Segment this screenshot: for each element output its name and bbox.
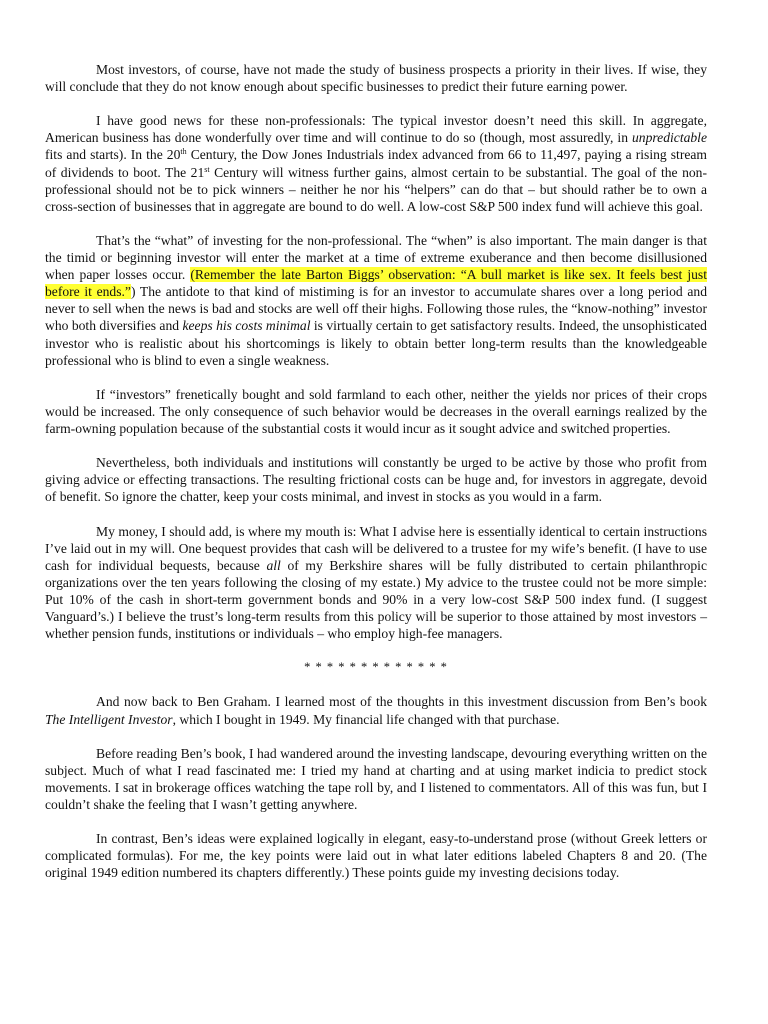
paragraph-4: If “investors” frenetically bought and sold farmland to each other, neither the yields nor prices of their crops would be increased. The only consequence of such behavior would be decreases in the overall earnings realized by the farm-owning population because of the substantial costs it would incur as it sought advice and switched properties. bbox=[45, 386, 707, 436]
paragraph-2-text: fits and starts). In the 20 bbox=[45, 147, 181, 163]
paragraph-5: Nevertheless, both individuals and institutions will constantly be urged to be active by those who profit from giving advice or effecting transactions. The resulting frictional costs can be huge and, for investors in aggregate, devoid of benefit. So ignore the chatter, keep your costs minimal, and invest in stocks as you would in a farm. bbox=[45, 455, 707, 505]
paragraph-2-text: I have good news for these non-professionals: The typical investor doesn’t need this skill. In aggregate, American business has done wonderfully over time and will continue to do so (though, most assuredly, in bbox=[45, 113, 707, 146]
section-separator: * * * * * * * * * * * * * bbox=[304, 660, 448, 675]
document-page bbox=[45, 61, 707, 882]
paragraph-3-text: is virtually certain to get satisfactory results. Indeed, the unsophisticated investor who is realistic about his shortcomings is likely to obtain better long-term results than the knowledgeable professional who is blind to even a single weakness. bbox=[45, 318, 707, 368]
paragraph-3-text: ) The antidote to that kind of mistiming is for an investor to accumulate shares over a long period and never to sell when the news is bad and stocks are well off their highs. Following those rules, the “know-nothing” investor who both diversifies and bbox=[45, 284, 708, 334]
paragraph-6-text: My money, I should add, is where my mouth is: What I advise here is essentially identical to certain instructions I’ve laid out in my will. One bequest provides that cash will be delivered to a trustee for my wife’s benefit. (I have to use cash for individual bequests, because bbox=[45, 523, 707, 573]
italic-keeps-costs-minimal: keeps his costs minimal bbox=[182, 318, 311, 334]
paragraph-8: Before reading Ben’s book, I had wandered around the investing landscape, devouring everything written on the subject. Much of what I read fascinated me: I tried my hand at charting and at using market indicia to predict stock movements. I sat in brokerage offices watching the tape roll by, and I listened to commentators. All of this was fun, but I couldn’t shake the feeling that I wasn’t getting anywhere. bbox=[45, 745, 707, 813]
italic-all: all bbox=[266, 557, 281, 573]
paragraph-7-text: , which I bought in 1949. My financial life changed with that purchase. bbox=[172, 711, 560, 727]
superscript-st: st bbox=[204, 164, 210, 174]
italic-unpredictable: unpredictable bbox=[632, 130, 707, 146]
paragraph-6 bbox=[45, 523, 707, 643]
paragraph-2-text: Century will witness further gains, almost certain to be substantial. The goal of the non-professional should not be to pick winners – neither he nor his “helpers” can do that – but should rather be to own a cross-section of businesses that in aggregate are bound to do well. A low-cost S&P 500 index fund will achieve this goal. bbox=[45, 164, 707, 214]
paragraph-3-text: That’s the “what” of investing for the non-professional. The “when” is also important. The main danger is that the timid or beginning investor will enter the market at a time of extreme exuberance and then become disillusioned when paper losses occur. bbox=[45, 232, 707, 283]
paragraph-3 bbox=[45, 232, 707, 369]
book-title-italic: The Intelligent Investor bbox=[45, 711, 173, 727]
paragraph-7-text: And now back to Ben Graham. I learned most of the thoughts in this investment discussion from Ben’s book bbox=[96, 694, 707, 710]
paragraph-6-text: of my Berkshire shares will be fully distributed to certain philanthropic organizations over the ten years following the closing of my estate.) My advice to the trustee could not be more simple: Put 10% of the cash in short-term government bonds and 90% in a very low-cost S&P 500 index fund. (I suggest Vanguard’s.) I believe the trust’s long-term results from this policy will be superior to those attained by most investors – whether pension funds, institutions or individuals – who employ high-fee managers. bbox=[45, 557, 707, 642]
paragraph-2 bbox=[45, 112, 707, 215]
paragraph-1: Most investors, of course, have not made the study of business prospects a priority in their lives. If wise, they will conclude that they do not know enough about specific businesses to predict their future earning power. bbox=[45, 62, 707, 95]
superscript-th: th bbox=[180, 147, 187, 157]
paragraph-2-text: Century, the Dow Jones Industrials index advanced from 66 to 11,497, paying a rising stream of dividends to boot. The 21 bbox=[45, 147, 707, 180]
highlighted-quote: (Remember the late Barton Biggs’ observation: “A bull market is like sex. It feels best just before it ends.” bbox=[45, 267, 707, 300]
paragraph-7 bbox=[45, 693, 707, 727]
paragraph-9: In contrast, Ben’s ideas were explained logically in elegant, easy-to-understand prose (without Greek letters or complicated formulas). For me, the key points were laid out in what later editions labeled Chapters 8 and 20. (The original 1949 edition numbered its chapters differently.) These points guide my investing decisions today. bbox=[45, 831, 707, 881]
